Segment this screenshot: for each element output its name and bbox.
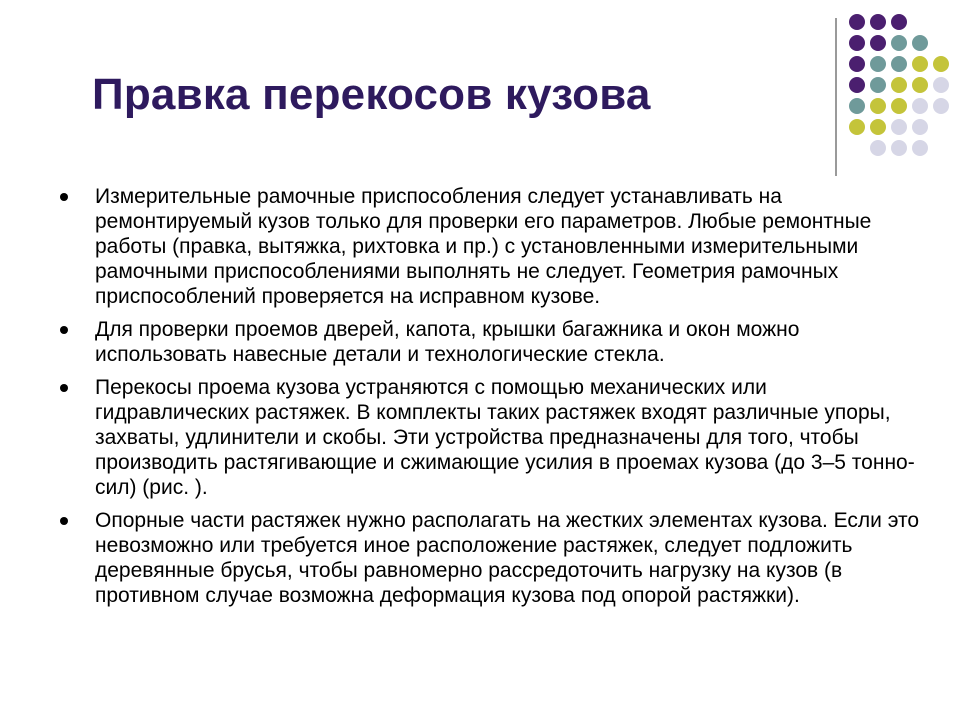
olive-dot-icon: [891, 77, 907, 93]
bullet-item: [60, 317, 920, 367]
purple-dot-icon: [891, 14, 907, 30]
lavender-dot-icon: [912, 119, 928, 135]
bullet-dot-icon: [60, 517, 68, 525]
purple-dot-icon: [870, 14, 886, 30]
bullet-text: Опорные части растяжек нужно располагать на жестких элементах кузова. Если это невозможно или требуется иное расположение растяжек, следует подложить деревянные брусья, чтобы равномерно рассредоточить нагрузку на кузов (в противном случае возможна деформация кузова под опорой растяжки).: [95, 509, 920, 607]
vertical-divider: [835, 18, 837, 176]
olive-dot-icon: [849, 119, 865, 135]
lavender-dot-icon: [891, 119, 907, 135]
teal-dot-icon: [870, 77, 886, 93]
purple-dot-icon: [849, 35, 865, 51]
bullet-dot-icon: [60, 326, 68, 334]
lavender-dot-icon: [870, 140, 886, 156]
lavender-dot-icon: [891, 140, 907, 156]
olive-dot-icon: [933, 56, 949, 72]
bullet-text: Перекосы проема кузова устраняются с помощью механических или гидравлических растяжек. В комплекты таких растяжек входят различные упоры, захваты, удлинители и скобы. Эти устройства предназначены для того, чтобы производить растягивающие и сжимающие усилия в проемах кузова (до 3–5 тонно-сил) (рис. ).: [95, 376, 915, 499]
teal-dot-icon: [891, 35, 907, 51]
olive-dot-icon: [870, 98, 886, 114]
lavender-dot-icon: [912, 140, 928, 156]
olive-dot-icon: [870, 119, 886, 135]
bullet-text: Измерительные рамочные приспособления следует устанавливать на ремонтируемый кузов только для проверки его параметров. Любые ремонтные работы (правка, вытяжка, рихтовка и пр.) с установленными измерительными рамочными приспособлениями выполнять не следует. Геометрия рамочных приспособлений проверяется на исправном кузове.: [95, 185, 872, 308]
bullet-item: [60, 508, 920, 608]
bullet-list: [60, 184, 920, 616]
bullet-dot-icon: [60, 384, 68, 392]
lavender-dot-icon: [933, 98, 949, 114]
purple-dot-icon: [849, 14, 865, 30]
lavender-dot-icon: [912, 98, 928, 114]
olive-dot-icon: [891, 98, 907, 114]
teal-dot-icon: [912, 35, 928, 51]
lavender-dot-icon: [933, 77, 949, 93]
bullet-dot-icon: [60, 193, 68, 201]
purple-dot-icon: [849, 77, 865, 93]
purple-dot-icon: [849, 56, 865, 72]
olive-dot-icon: [912, 56, 928, 72]
purple-dot-icon: [870, 35, 886, 51]
bullet-text: Для проверки проемов дверей, капота, крышки багажника и окон можно использовать навесные детали и технологические стекла.: [95, 318, 800, 366]
bullet-item: [60, 184, 920, 309]
slide-title: Правка перекосов кузова: [92, 70, 651, 119]
teal-dot-icon: [891, 56, 907, 72]
teal-dot-icon: [870, 56, 886, 72]
olive-dot-icon: [912, 77, 928, 93]
bullet-item: [60, 375, 920, 500]
teal-dot-icon: [849, 98, 865, 114]
